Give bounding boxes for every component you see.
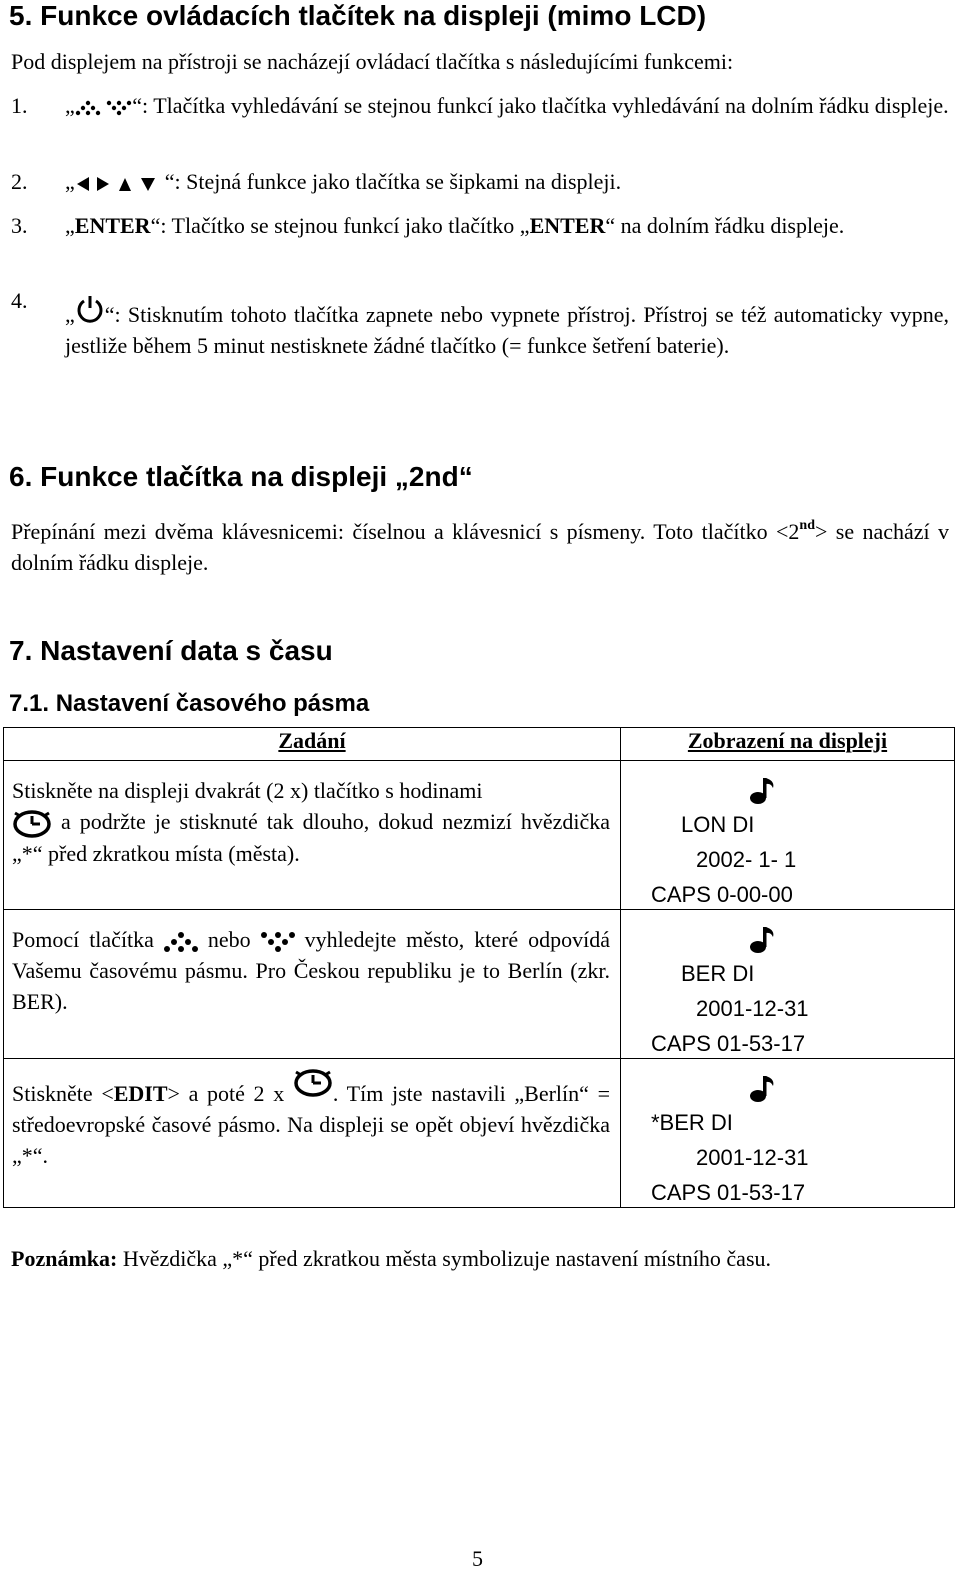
row-3-instruction: Stiskněte <EDIT> a poté 2 x . Tím jste nastavili „Berlín“ = středoevropské časové pásmo. Na displeji se opět objeví hvězdička „*“. xyxy=(4,1059,620,1171)
music-note-icon xyxy=(749,924,775,954)
lcd-display-2 xyxy=(621,910,954,1058)
row-1-instruction: Stiskněte na displeji dvakrát (2 x) tlačítko s hodinami a podržte je stisknuté tak dlouho, dokud nezmizí hvězdička „*“ před zkratkou místa (města). xyxy=(12,778,610,866)
table-row xyxy=(4,761,955,910)
lcd-line-3: CAPS 0-00-00 xyxy=(651,882,793,907)
item-3-number: 3. xyxy=(11,213,28,238)
item-4: „ “: Stisknutím tohoto tlačítka zapnete nebo vypnete přístroj. Přístroj se též automaticky vypne, jestliže během 5 minut nestisknete žádné tlačítko (= funkce šetření baterie). xyxy=(65,294,949,361)
music-note-icon xyxy=(749,775,775,805)
section-6-text: Přepínání mezi dvěma klávesnicemi: číselnou a klávesnicí s písmeny. Toto tlačítko <2nd> se nachází v dolním řádku displeje. xyxy=(11,518,949,575)
item-2-number: 2. xyxy=(11,169,28,194)
section-5-intro: Pod displejem na přístroji se nacházejí ovládací tlačítka s následujícími funkcemi: xyxy=(11,49,734,74)
lcd-line-2: 2001-12-31 xyxy=(696,1145,809,1170)
lcd-line-2: 2002- 1- 1 xyxy=(696,847,797,872)
row-2-instruction: Pomocí tlačítka nebo vyhledejte město, které odpovídá Vašemu časovému pásmu. Pro Českou republiku je to Berlín (zkr. BER). xyxy=(12,927,611,1014)
table-row xyxy=(4,910,955,1059)
enter-label: ENTER xyxy=(74,213,151,238)
lcd-display-3 xyxy=(621,1059,954,1207)
enter-label-2: ENTER xyxy=(529,213,606,238)
search-down-icon xyxy=(261,930,295,954)
search-up-icon xyxy=(75,99,101,117)
lcd-line-3: CAPS 01-53-17 xyxy=(651,1031,806,1056)
music-note-icon xyxy=(749,1073,775,1103)
item-4-number: 4. xyxy=(11,288,28,313)
lcd-line-3: CAPS 01-53-17 xyxy=(651,1180,806,1205)
col-header-input: Zadání xyxy=(4,728,621,761)
clock-icon xyxy=(12,810,52,838)
lcd-line-1: BER DI xyxy=(681,961,755,986)
lcd-line-1: LON DI xyxy=(681,812,755,837)
item-2: „ “: Stejná funkce jako tlačítka se šipkami na displeji. xyxy=(65,169,622,194)
edit-label: EDIT xyxy=(113,1081,168,1106)
note: Poznámka: Hvězdička „*“ před zkratkou města symbolizuje nastavení místního času. xyxy=(11,1246,772,1271)
section-7-title: 7. Nastavení data s času xyxy=(9,635,333,666)
lcd-display-1 xyxy=(621,761,954,909)
page-number: 5 xyxy=(472,1546,483,1571)
search-up-icon xyxy=(164,930,198,954)
arrow-keys-icon xyxy=(75,175,165,193)
table-row xyxy=(4,1059,955,1208)
clock-icon xyxy=(293,1069,333,1097)
lcd-line-1: *BER DI xyxy=(651,1110,733,1135)
note-label: Poznámka: xyxy=(11,1246,118,1271)
lcd-line-2: 2001-12-31 xyxy=(696,996,809,1021)
power-icon xyxy=(75,294,105,324)
section-7-1-title: 7.1. Nastavení časového pásma xyxy=(9,690,370,717)
section-5-title: 5. Funkce ovládacích tlačítek na displeji (mimo LCD) xyxy=(9,0,707,31)
search-down-icon xyxy=(106,99,132,117)
settings-table xyxy=(3,727,955,1208)
item-1-number: 1. xyxy=(11,93,28,118)
section-6-title: 6. Funkce tlačítka na displeji „2nd“ xyxy=(9,461,473,492)
col-header-display: Zobrazení na displeji xyxy=(621,728,955,761)
item-1: „ “: Tlačítka vyhledávání se stejnou funkcí jako tlačítka vyhledávání na dolním řádku displeje. xyxy=(65,93,949,118)
item-3: „ENTER“: Tlačítko se stejnou funkcí jako tlačítko „ENTER“ na dolním řádku displeje. xyxy=(65,213,845,238)
